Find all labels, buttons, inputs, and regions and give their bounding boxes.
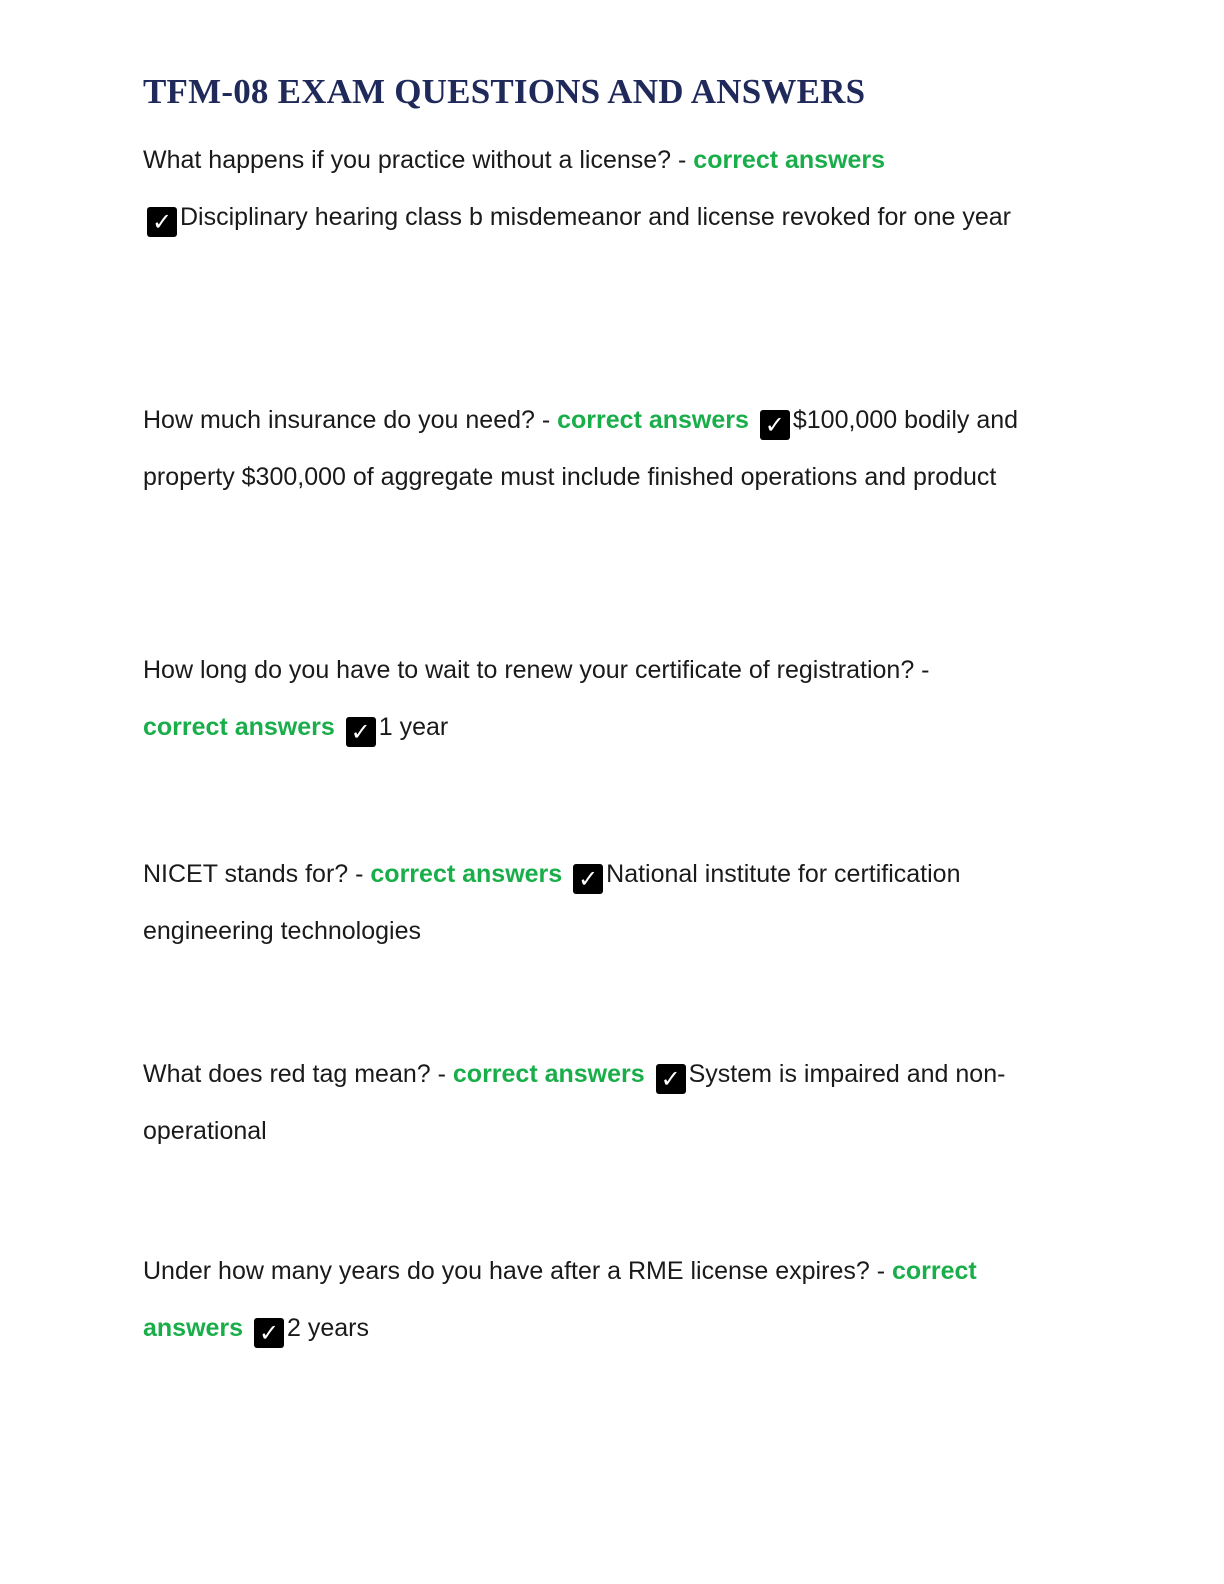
check-mark-icon: ✓: [346, 717, 376, 747]
answer-text: 2 years: [287, 1314, 369, 1342]
check-mark-icon: ✓: [254, 1318, 284, 1348]
question-text: Under how many years do you have after a RME license expires? -: [143, 1257, 892, 1285]
correct-answers-label: correct answers: [143, 1257, 977, 1342]
question-text: How much insurance do you need? -: [143, 406, 558, 434]
question-text: NICET stands for? -: [143, 860, 371, 888]
answer-text: System is impaired and non-operational: [143, 1060, 1006, 1145]
qa-item-4: [143, 846, 1073, 960]
answer-text: $100,000 bodily and property $300,000 of aggregate must include finished operations and product: [143, 406, 1019, 491]
correct-answers-label: correct answers: [557, 406, 749, 434]
qa-item-2: [143, 392, 1073, 506]
correct-answers-label: correct answers: [143, 713, 335, 741]
correct-answers-label: correct answers: [693, 146, 886, 174]
correct-answers-label: correct answers: [452, 1060, 645, 1088]
check-mark-icon: ✓: [573, 864, 603, 894]
qa-item-3: [143, 642, 1073, 756]
answer-text: National institute for certification engineering technologies: [143, 860, 961, 945]
question-text: How long do you have to wait to renew your certificate of registration? -: [143, 656, 930, 684]
correct-answers-label: correct answers: [370, 860, 563, 888]
answer-text: 1 year: [378, 713, 449, 741]
check-mark-icon: ✓: [760, 410, 790, 440]
qa-item-6: [143, 1243, 1073, 1357]
qa-item-1: [143, 132, 1073, 246]
check-mark-icon: ✓: [147, 207, 177, 237]
question-text: What does red tag mean? -: [143, 1060, 453, 1088]
qa-item-5: [143, 1046, 1073, 1160]
answer-text: Disciplinary hearing class b misdemeanor and license revoked for one year: [180, 203, 1011, 231]
page-title: TFM-08 EXAM QUESTIONS AND ANSWERS: [143, 72, 866, 111]
check-mark-icon: ✓: [656, 1064, 686, 1094]
question-text: What happens if you practice without a license? -: [143, 146, 694, 174]
